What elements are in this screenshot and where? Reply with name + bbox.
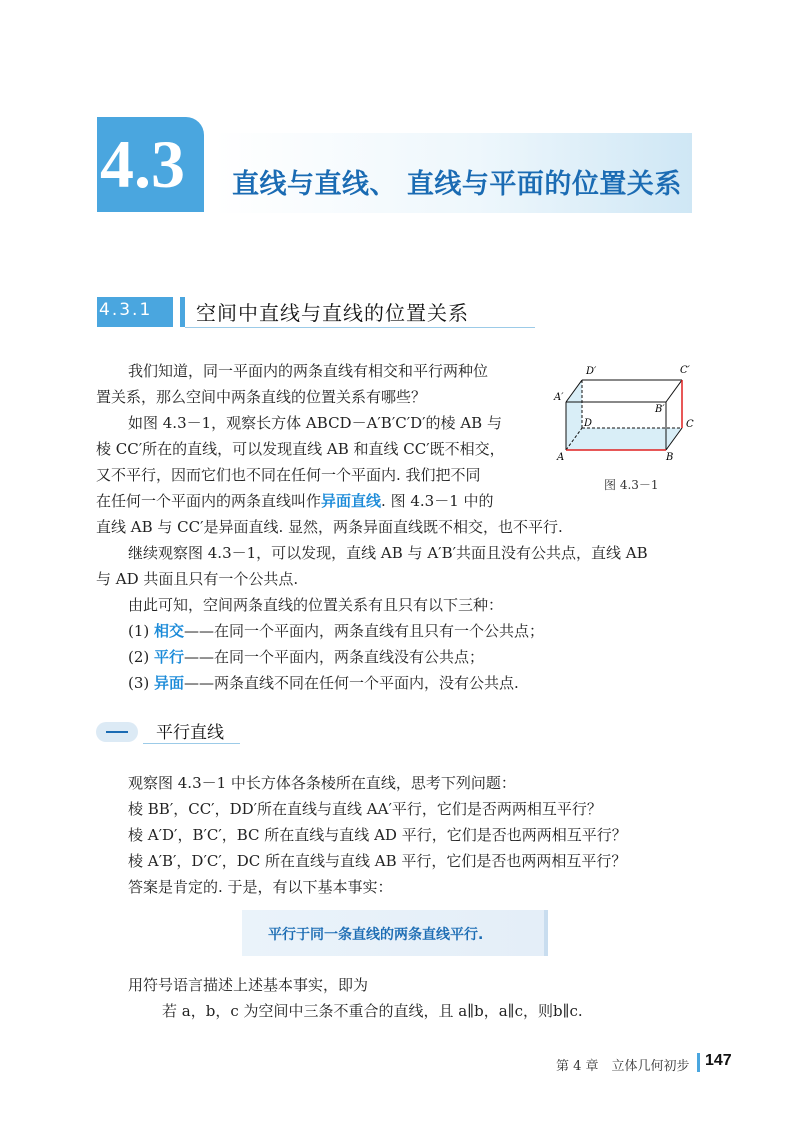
paragraph-line: 如图 4.3－1，观察长方体 ABCD－A′B′C′D′的棱 AB 与 xyxy=(128,414,502,432)
list-item-number: (1) xyxy=(128,622,150,640)
paragraph-line: 与 AD 共面且只有一个公共点. xyxy=(96,570,299,588)
label-C: C xyxy=(686,419,694,430)
subsection-marker-dash xyxy=(106,731,128,733)
page-number: 147 xyxy=(705,1052,732,1069)
chapter-number: 4.3 xyxy=(100,126,185,202)
paragraph-line: 若 a，b，c 为空间中三条不重合的直线，且 a∥b，a∥c，则b∥c. xyxy=(162,1002,583,1020)
paragraph-line: 棱 A′D′，B′C′，BC 所在直线与直线 AD 平行，它们是否也两两相互平行？ xyxy=(128,826,627,844)
section-underline xyxy=(185,327,535,328)
chapter-title: 直线与直线、 直线与平面的位置关系 xyxy=(232,169,682,200)
label-B1: B′ xyxy=(655,404,665,415)
footer-chapter-label: 第 4 章 立体几何初步 xyxy=(556,1059,690,1074)
paragraph-line: 由此可知，空间两条直线的位置关系有且只有以下三种： xyxy=(128,596,504,614)
subsection-title: 平行直线 xyxy=(156,723,224,743)
paragraph-text: 在任何一个平面内的两条直线叫作 xyxy=(96,492,322,510)
term-intersecting: 相交 xyxy=(154,622,185,640)
label-C1: C′ xyxy=(680,365,690,376)
paragraph-line: 棱 CC′所在的直线，可以发现直线 AB 和直线 CC′既不相交， xyxy=(96,440,505,458)
list-item-number: (2) xyxy=(128,648,150,666)
label-D1: D′ xyxy=(586,366,597,377)
section-number: 4.3.1 xyxy=(99,300,153,320)
list-item-text: ——在同一个平面内，两条直线有且只有一个公共点； xyxy=(184,622,545,640)
list-item xyxy=(128,618,544,644)
section-divider xyxy=(180,297,185,327)
term-skew: 异面 xyxy=(154,674,185,692)
term-parallel: 平行 xyxy=(154,648,185,666)
list-item xyxy=(128,670,519,696)
paragraph-line: 置关系，那么空间中两条直线的位置关系有哪些？ xyxy=(96,388,427,406)
paragraph-line: 棱 BB′，CC′，DD′所在直线与直线 AA′平行，它们是否两两相互平行？ xyxy=(128,800,602,818)
term-skew-lines: 异面直线 xyxy=(321,492,382,510)
list-item-number: (3) xyxy=(128,674,150,692)
footer-divider xyxy=(697,1053,700,1072)
paragraph-line: 答案是肯定的. 于是，有以下基本事实： xyxy=(128,878,393,896)
cuboid-figure xyxy=(552,360,702,470)
figure-caption: 图 4.3－1 xyxy=(604,478,659,492)
list-item xyxy=(128,644,484,670)
label-D: D xyxy=(584,418,593,429)
paragraph-line xyxy=(96,488,494,514)
label-A: A xyxy=(557,452,565,463)
paragraph-line: 观察图 4.3－1 中长方体各条棱所在直线，思考下列问题： xyxy=(128,774,516,792)
paragraph-line: 棱 A′B′，D′C′，DC 所在直线与直线 AB 平行，它们是否也两两相互平行？ xyxy=(128,852,627,870)
paragraph-line: 又不平行，因而它们也不同在任何一个平面内. 我们把不同 xyxy=(96,466,481,484)
paragraph-line: 用符号语言描述上述基本事实，即为 xyxy=(128,976,369,994)
edge-B1C1 xyxy=(666,380,682,402)
paragraph-line: 我们知道，同一平面内的两条直线有相交和平行两种位 xyxy=(128,362,489,380)
label-A1: A′ xyxy=(554,392,564,403)
list-item-text: ——两条直线不同在任何一个平面内，没有公共点. xyxy=(184,674,519,692)
section-title: 空间中直线与直线的位置关系 xyxy=(196,301,469,325)
paragraph-text: . 图 4.3－1 中的 xyxy=(381,492,494,510)
subsection-underline xyxy=(143,743,240,744)
cuboid-bottom-face xyxy=(566,428,682,450)
basic-fact-text: 平行于同一条直线的两条直线平行. xyxy=(268,927,484,943)
list-item-text: ——在同一个平面内，两条直线没有公共点； xyxy=(184,648,485,666)
paragraph-line: 继续观察图 4.3－1，可以发现，直线 AB 与 A′B′共面且没有公共点，直线 AB xyxy=(128,544,648,562)
label-B: B xyxy=(666,452,674,463)
paragraph-line: 直线 AB 与 CC′是异面直线. 显然，两条异面直线既不相交，也不平行. xyxy=(96,518,563,536)
